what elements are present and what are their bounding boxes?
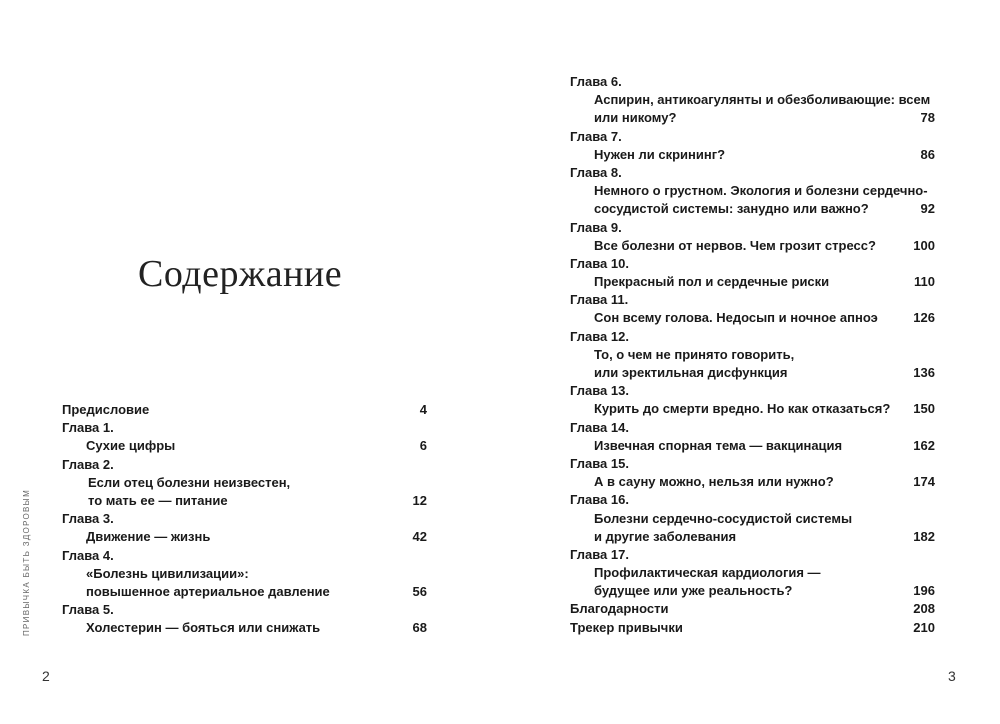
toc-entry	[62, 619, 427, 637]
toc-entry	[570, 346, 935, 364]
toc-entry	[570, 91, 935, 109]
toc-entry	[570, 473, 935, 491]
toc-entry	[62, 419, 427, 437]
toc-entry-title: Все болезни от нервов. Чем грозит стресс?	[594, 237, 876, 253]
toc-entry-page: 110	[914, 274, 935, 290]
toc-entry-title: Прекрасный пол и сердечные риски	[594, 274, 830, 290]
toc-entry-title: Благодарности	[570, 601, 669, 617]
toc-entry	[570, 510, 935, 528]
toc-entry	[570, 146, 935, 164]
page-title: Содержание	[138, 253, 343, 295]
page-number-right: 3	[948, 668, 956, 684]
toc-entry-title: Глава 10.	[570, 255, 629, 271]
toc-entry	[62, 601, 427, 619]
toc-entry	[570, 291, 935, 309]
toc-entry-page: 126	[913, 310, 935, 326]
toc-entry-title: Движение — жизнь	[86, 529, 211, 545]
toc-entry-page: 136	[913, 365, 935, 380]
toc-entry-title: Аспирин, антикоагулянты и обезболивающие: всем	[594, 92, 931, 108]
toc-entry	[570, 109, 935, 127]
toc-entry	[62, 456, 427, 474]
toc-entry	[570, 128, 935, 146]
toc-entry	[570, 491, 935, 509]
toc-entry	[570, 546, 935, 564]
toc-entry	[62, 401, 427, 419]
toc-entry-title: «Болезнь цивилизации»:	[86, 565, 249, 581]
toc-entry	[62, 437, 427, 455]
toc-entry-title: Глава 1.	[62, 420, 114, 436]
toc-entry-title: или эректильная дисфункция	[594, 365, 788, 380]
toc-entry-page: 150	[913, 401, 935, 417]
toc-list-left	[62, 401, 427, 637]
toc-entry	[570, 455, 935, 473]
toc-entry-page: 208	[913, 601, 935, 617]
toc-entry-title: Глава 15.	[570, 455, 629, 471]
toc-entry	[570, 437, 935, 455]
toc-entry-title: будущее или уже реальность?	[594, 583, 793, 599]
toc-entry-page: 162	[913, 437, 935, 453]
toc-entry-title: Холестерин — бояться или снижать	[86, 620, 321, 636]
toc-entry-page: 86	[920, 146, 935, 162]
toc-entry-title: Глава 14.	[570, 419, 629, 435]
toc-entry-title: Глава 5.	[62, 602, 114, 618]
toc-entry	[570, 364, 935, 382]
toc-entry	[570, 182, 935, 200]
toc-entry	[570, 273, 935, 291]
toc-list-right	[570, 73, 935, 637]
toc-entry-page: 196	[913, 583, 935, 599]
toc-entry-page: 42	[412, 529, 427, 545]
toc-entry-title: Курить до смерти вредно. Но как отказаться?	[594, 401, 891, 417]
toc-entry	[62, 583, 427, 601]
toc-entry	[570, 600, 935, 618]
toc-entry-title: и другие заболевания	[594, 528, 737, 544]
toc-entry-title: Предисловие	[62, 402, 150, 417]
toc-entry-title: Глава 6.	[570, 74, 622, 89]
toc-entry-title: Профилактическая кардиология —	[594, 565, 821, 581]
toc-entry-title: Если отец болезни неизвестен,	[88, 474, 291, 490]
toc-entry	[570, 73, 935, 91]
toc-entry-title: Сон всему голова. Недосып и ночное апноэ	[594, 310, 878, 326]
toc-entry-page: 4	[419, 402, 427, 417]
toc-entry	[62, 474, 427, 492]
toc-entry-title: Глава 11.	[570, 292, 629, 308]
toc-entry-page: 100	[913, 237, 935, 253]
toc-entry	[570, 237, 935, 255]
toc-entry	[570, 382, 935, 400]
toc-entry	[570, 328, 935, 346]
toc-entry-title: Глава 16.	[570, 492, 629, 508]
toc-entry-page: 182	[913, 528, 935, 544]
running-head: ПРИВЫЧКА БЫТЬ ЗДОРОВЫМ	[22, 488, 31, 636]
toc-entry	[570, 582, 935, 600]
toc-entry-title: Сухие цифры	[86, 438, 176, 454]
toc-entry-title: Глава 4.	[62, 547, 114, 563]
toc-entry-title: То, о чем не принято говорить,	[594, 346, 795, 362]
toc-entry-page: 78	[920, 110, 935, 126]
toc-entry-title: Глава 7.	[570, 128, 622, 144]
toc-entry	[570, 309, 935, 327]
toc-entry-title: повышенное артериальное давление	[86, 583, 330, 599]
toc-entry-page: 56	[412, 583, 427, 599]
toc-entry-title: Глава 8.	[570, 164, 622, 180]
toc-entry-page: 12	[412, 492, 427, 508]
toc-entry-title: Болезни сердечно-сосудистой системы	[594, 510, 853, 526]
toc-entry	[570, 200, 935, 218]
toc-entry	[570, 255, 935, 273]
toc-entry	[62, 492, 427, 510]
toc-entry-title: Трекер привычки	[570, 619, 683, 635]
toc-entry	[570, 419, 935, 437]
toc-entry-title: то мать ее — питание	[88, 492, 228, 508]
toc-entry-title: А в сауну можно, нельзя или нужно?	[594, 474, 834, 490]
toc-entry-title: Глава 9.	[570, 219, 622, 235]
toc-entry-page: 68	[412, 620, 427, 636]
right-page	[500, 0, 1000, 724]
toc-entry	[570, 400, 935, 418]
toc-entry-title: Извечная спорная тема — вакцинация	[594, 437, 843, 453]
toc-entry-title: Глава 2.	[62, 456, 114, 472]
toc-entry	[570, 564, 935, 582]
toc-entry	[62, 565, 427, 583]
toc-entry-title: Нужен ли скрининг?	[594, 146, 726, 162]
toc-entry-title: Глава 17.	[570, 546, 629, 562]
toc-entry-title: Глава 12.	[570, 328, 629, 344]
toc-entry-title: или никому?	[594, 110, 677, 126]
page-number-left: 2	[42, 668, 50, 684]
toc-entry	[570, 219, 935, 237]
toc-entry	[570, 528, 935, 546]
toc-entry-page: 174	[913, 474, 935, 490]
toc-entry-page: 6	[419, 438, 427, 454]
toc-entry	[62, 547, 427, 565]
toc-entry	[570, 619, 935, 637]
toc-entry	[62, 528, 427, 546]
toc-entry-page: 92	[920, 201, 935, 217]
toc-entry-page: 210	[913, 619, 935, 635]
toc-entry	[570, 164, 935, 182]
toc-entry-title: Глава 3.	[62, 511, 114, 527]
toc-entry-title: Глава 13.	[570, 383, 629, 399]
toc-entry-title: сосудистой системы: занудно или важно?	[594, 201, 869, 217]
toc-entry-title: Немного о грустном. Экология и болезни сердечно-	[594, 183, 928, 199]
toc-entry	[62, 510, 427, 528]
